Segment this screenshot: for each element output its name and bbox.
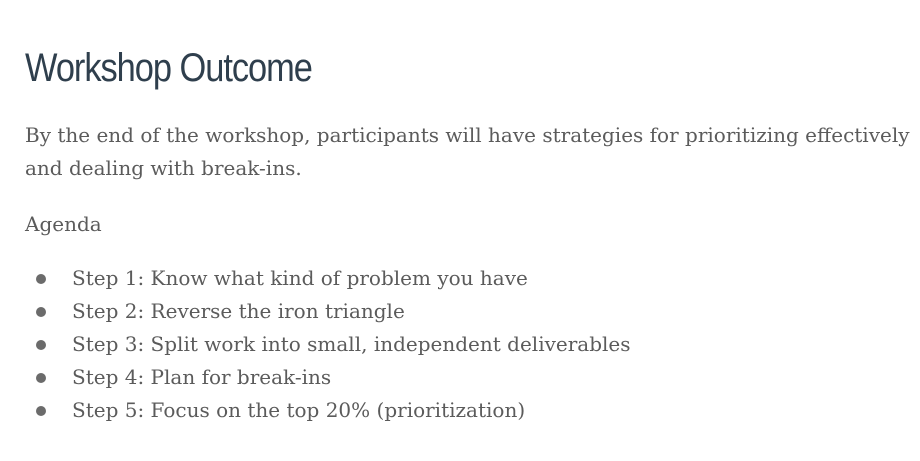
list-item-label: Step 1: Know what kind of problem you have xyxy=(72,266,528,290)
bullet-icon xyxy=(36,406,46,416)
list-item xyxy=(25,328,905,361)
intro-paragraph: By the end of the workshop, participants will have strategies for prioritizing effectively and dealing with break-ins. xyxy=(25,123,910,180)
agenda-list xyxy=(25,262,905,427)
bullet-icon xyxy=(36,373,46,383)
list-item-label: Step 4: Plan for break-ins xyxy=(72,365,332,389)
document-content xyxy=(25,40,910,427)
list-item xyxy=(25,361,905,394)
list-item xyxy=(25,295,905,328)
bullet-icon xyxy=(36,340,46,350)
list-item-label: Step 3: Split work into small, independent deliverables xyxy=(72,332,631,356)
bullet-icon xyxy=(36,274,46,284)
agenda-label: Agenda xyxy=(25,212,102,236)
list-item-label: Step 2: Reverse the iron triangle xyxy=(72,299,405,323)
bullet-icon xyxy=(36,307,46,317)
list-item xyxy=(25,262,905,295)
list-item-label: Step 5: Focus on the top 20% (prioritization) xyxy=(72,398,526,422)
page-title: Workshop Outcome xyxy=(25,46,312,90)
list-item xyxy=(25,394,905,427)
